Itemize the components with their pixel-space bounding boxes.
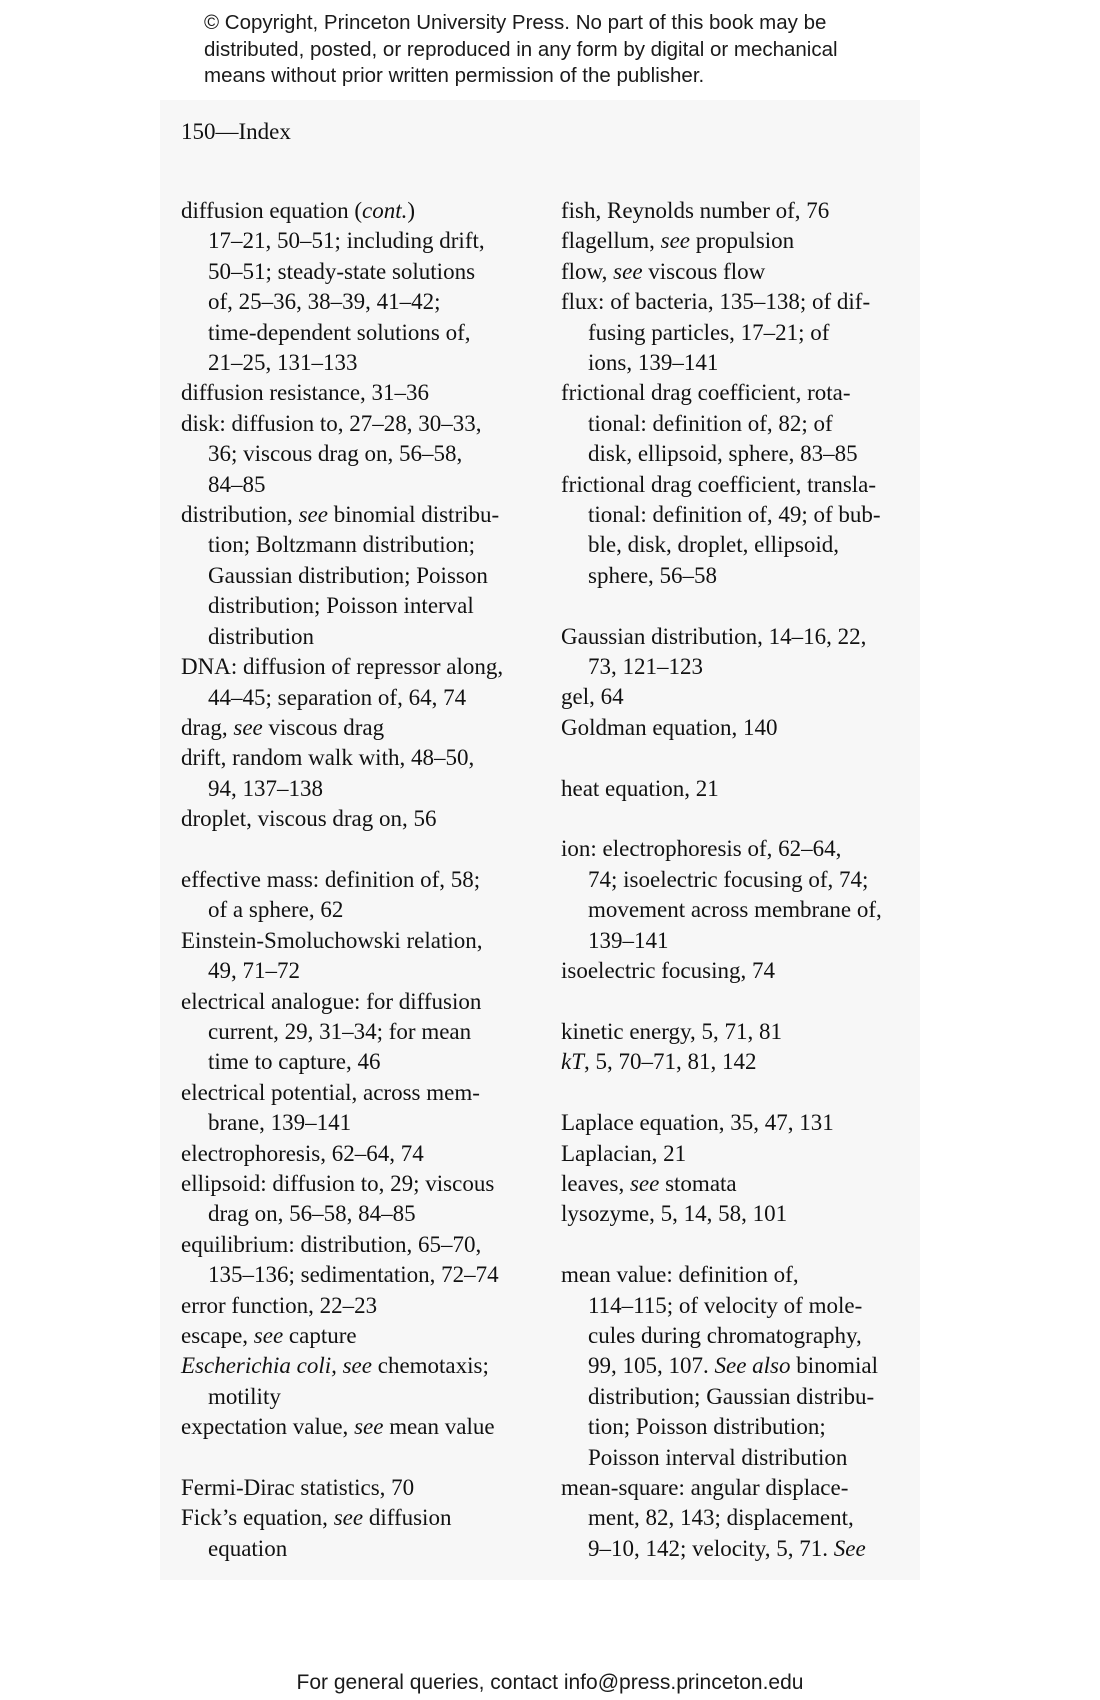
index-entry-heading: drag, see viscous drag — [181, 714, 385, 740]
index-entry-heading: DNA: diffusion of repressor along, — [181, 654, 504, 680]
index-entry-heading: electrophoresis, 62–64, 74 — [181, 1140, 424, 1166]
index-entry — [181, 409, 551, 500]
index-entry-continuation: ble, disk, droplet, ellipsoid, — [588, 532, 840, 558]
index-entry-continuation: 84–85 — [208, 471, 266, 497]
index-entry — [561, 257, 931, 287]
index-entry — [181, 1473, 551, 1503]
index-entry-continuation: 94, 137–138 — [208, 775, 323, 801]
index-entry — [561, 287, 931, 378]
index-entry-continuation: sphere, 56–58 — [588, 562, 718, 588]
index-entry — [561, 1199, 931, 1229]
index-entry-heading: Escherichia coli, see chemotaxis; — [181, 1353, 489, 1379]
index-section-gap — [561, 743, 931, 773]
index-entry-heading: electrical analogue: for diffusion — [181, 988, 482, 1014]
index-entry — [181, 652, 551, 713]
index-entry-heading: equilibrium: distribution, 65–70, — [181, 1231, 482, 1257]
index-entry — [181, 865, 551, 926]
index-entry-heading: flow, see viscous flow — [561, 258, 766, 284]
index-entry-continuation: 49, 71–72 — [208, 958, 300, 984]
index-entry — [181, 500, 551, 652]
page-header: 150—Index — [181, 119, 291, 144]
index-section-gap — [561, 987, 931, 1017]
index-entry-heading: diffusion equation (cont.) — [181, 198, 416, 223]
index-section-gap — [561, 591, 931, 621]
index-entry — [181, 1351, 551, 1412]
index-entry-continuation: disk, ellipsoid, sphere, 83–85 — [588, 441, 858, 467]
index-entry — [181, 1169, 551, 1230]
index-entry — [561, 470, 931, 592]
index-entry — [181, 987, 551, 1078]
index-entry-continuation: movement across membrane of, — [588, 897, 882, 923]
footer-contact: For general queries, contact info@press.princeton.edu — [296, 1671, 804, 1694]
index-entry-heading: error function, 22–23 — [181, 1292, 378, 1318]
index-entry-continuation: 36; viscous drag on, 56–58, — [208, 441, 463, 467]
index-section-gap — [181, 835, 551, 865]
index-entry-heading: droplet, viscous drag on, 56 — [181, 806, 437, 832]
index-entry-continuation: 44–45; separation of, 64, 74 — [208, 684, 467, 710]
index-entry — [181, 1291, 551, 1321]
index-entry-heading: mean-square: angular displace- — [561, 1474, 849, 1500]
index-entry-continuation: of a sphere, 62 — [208, 897, 344, 923]
index-section-gap — [181, 1443, 551, 1473]
index-entry-heading: isoelectric focusing, 74 — [561, 958, 775, 984]
index-entry — [561, 682, 931, 712]
index-entry-heading: Fermi-Dirac statistics, 70 — [181, 1475, 415, 1501]
index-entry-continuation: 21–25, 131–133 — [208, 350, 358, 376]
index-entry-continuation: time to capture, 46 — [208, 1049, 381, 1075]
index-entry-heading: heat equation, 21 — [561, 775, 719, 801]
index-entry-continuation: distribution; Gaussian distribu- — [588, 1383, 875, 1409]
index-entry — [561, 834, 931, 956]
index-entry-continuation: equation — [208, 1535, 288, 1561]
index-entry — [181, 926, 551, 987]
index-entry-continuation: 17–21, 50–51; including drift, — [208, 228, 485, 254]
index-entry — [561, 1473, 931, 1564]
index-entry-heading: expectation value, see mean value — [181, 1414, 495, 1440]
index-entry-heading: Goldman equation, 140 — [561, 714, 778, 740]
index-entry — [561, 774, 931, 804]
index-entry — [181, 1503, 551, 1564]
index-entry — [181, 1230, 551, 1291]
index-entry-heading: flux: of bacteria, 135–138; of dif- — [561, 289, 871, 315]
index-entry — [561, 1017, 931, 1047]
index-entry-heading: diffusion resistance, 31–36 — [181, 380, 430, 406]
copyright-line: means without prior written permission of the publisher. — [204, 64, 705, 87]
index-entry — [181, 804, 551, 834]
index-entry-heading: flagellum, see propulsion — [561, 228, 795, 254]
index-entry-continuation: cules during chromatography, — [588, 1322, 862, 1348]
index-entry — [561, 1139, 931, 1169]
index-entry-continuation: distribution; Poisson interval — [208, 593, 474, 619]
index-entry-heading: leaves, see stomata — [561, 1170, 737, 1196]
index-column-right — [561, 196, 931, 1564]
index-entry-heading: distribution, see binomial distribu- — [181, 502, 500, 528]
index-entry-continuation: 135–136; sedimentation, 72–74 — [208, 1262, 499, 1288]
index-entry-continuation: 114–115; of velocity of mole- — [588, 1292, 863, 1318]
index-entry-continuation: distribution — [208, 623, 315, 649]
index-entry — [181, 1321, 551, 1351]
index-entry-continuation: tion; Boltzmann distribution; — [208, 532, 476, 558]
index-entry-continuation: 74; isoelectric focusing of, 74; — [588, 866, 869, 892]
index-entry-heading: ellipsoid: diffusion to, 29; viscous — [181, 1170, 495, 1196]
copyright-notice — [204, 10, 1024, 90]
index-entry — [181, 196, 551, 378]
index-entry-heading: lysozyme, 5, 14, 58, 101 — [561, 1201, 788, 1227]
index-entry-heading: Laplace equation, 35, 47, 131 — [561, 1110, 834, 1136]
index-column-left — [181, 196, 551, 1564]
index-entry-heading: frictional drag coefficient, rota- — [561, 380, 851, 406]
index-entry-heading: drift, random walk with, 48–50, — [181, 745, 475, 771]
index-entry-heading: electrical potential, across mem- — [181, 1079, 480, 1105]
index-entry-continuation: drag on, 56–58, 84–85 — [208, 1201, 416, 1227]
index-entry — [181, 1139, 551, 1169]
index-entry — [181, 1412, 551, 1442]
index-entry — [181, 743, 551, 804]
index-entry-heading: mean value: definition of, — [561, 1262, 799, 1288]
index-entry-continuation: 139–141 — [588, 927, 669, 953]
index-entry-continuation: tional: definition of, 82; of — [588, 410, 833, 436]
index-entry — [561, 622, 931, 683]
copyright-line: distributed, posted, or reproduced in any form by digital or mechanical — [204, 37, 838, 61]
index-entry-continuation: Gaussian distribution; Poisson — [208, 562, 488, 588]
index-entry-continuation: 73, 121–123 — [588, 654, 703, 680]
index-entry — [561, 226, 931, 256]
index-section-gap — [561, 1078, 931, 1108]
index-entry-continuation: time-dependent solutions of, — [208, 319, 471, 345]
index-entry-continuation: tion; Poisson distribution; — [588, 1414, 826, 1440]
index-entry — [561, 1047, 931, 1077]
index-section-gap — [561, 1230, 931, 1260]
index-entry — [181, 378, 551, 408]
index-entry-heading: effective mass: definition of, 58; — [181, 866, 481, 892]
index-entry-continuation: Poisson interval distribution — [588, 1444, 848, 1470]
copyright-line: © Copyright, Princeton University Press. No part of this book may be — [204, 11, 827, 34]
index-entry-continuation: motility — [208, 1383, 281, 1409]
index-entry-continuation: of, 25–36, 38–39, 41–42; — [208, 289, 441, 315]
index-entry — [181, 1078, 551, 1139]
index-entry-heading: Gaussian distribution, 14–16, 22, — [561, 623, 867, 649]
index-entry-heading: kT, 5, 70–71, 81, 142 — [561, 1049, 757, 1075]
index-entry-heading: disk: diffusion to, 27–28, 30–33, — [181, 410, 482, 436]
index-entry-continuation: 9–10, 142; velocity, 5, 71. See — [588, 1535, 866, 1561]
index-entry — [181, 713, 551, 743]
index-entry-heading: kinetic energy, 5, 71, 81 — [561, 1018, 783, 1044]
index-entry — [561, 713, 931, 743]
index-entry-continuation: fusing particles, 17–21; of — [588, 319, 830, 345]
index-entry-heading: fish, Reynolds number of, 76 — [561, 198, 830, 223]
index-entry-continuation: ment, 82, 143; displacement, — [588, 1505, 854, 1531]
index-entry-continuation: 99, 105, 107. See also binomial — [588, 1353, 879, 1379]
index-entry — [561, 378, 931, 469]
index-entry-continuation: ions, 139–141 — [588, 350, 719, 376]
index-entry-heading: escape, see capture — [181, 1323, 357, 1349]
index-entry-continuation: current, 29, 31–34; for mean — [208, 1018, 472, 1044]
index-entry-heading: gel, 64 — [561, 684, 624, 710]
index-entry-heading: Einstein-Smoluchowski relation, — [181, 927, 483, 953]
index-entry-continuation: tional: definition of, 49; of bub- — [588, 502, 881, 528]
index-entry — [561, 1169, 931, 1199]
index-section-gap — [561, 804, 931, 834]
index-entry — [561, 956, 931, 986]
index-entry-heading: Laplacian, 21 — [561, 1140, 687, 1166]
index-entry-heading: frictional drag coefficient, transla- — [561, 471, 877, 497]
index-entry-continuation: 50–51; steady-state solutions — [208, 258, 476, 284]
index-entry — [561, 196, 931, 226]
index-entry — [561, 1108, 931, 1138]
index-entry — [561, 1260, 931, 1473]
index-entry-heading: Fick’s equation, see diffusion — [181, 1505, 452, 1531]
index-entry-heading: ion: electrophoresis of, 62–64, — [561, 836, 842, 862]
index-entry-continuation: brane, 139–141 — [208, 1110, 352, 1136]
